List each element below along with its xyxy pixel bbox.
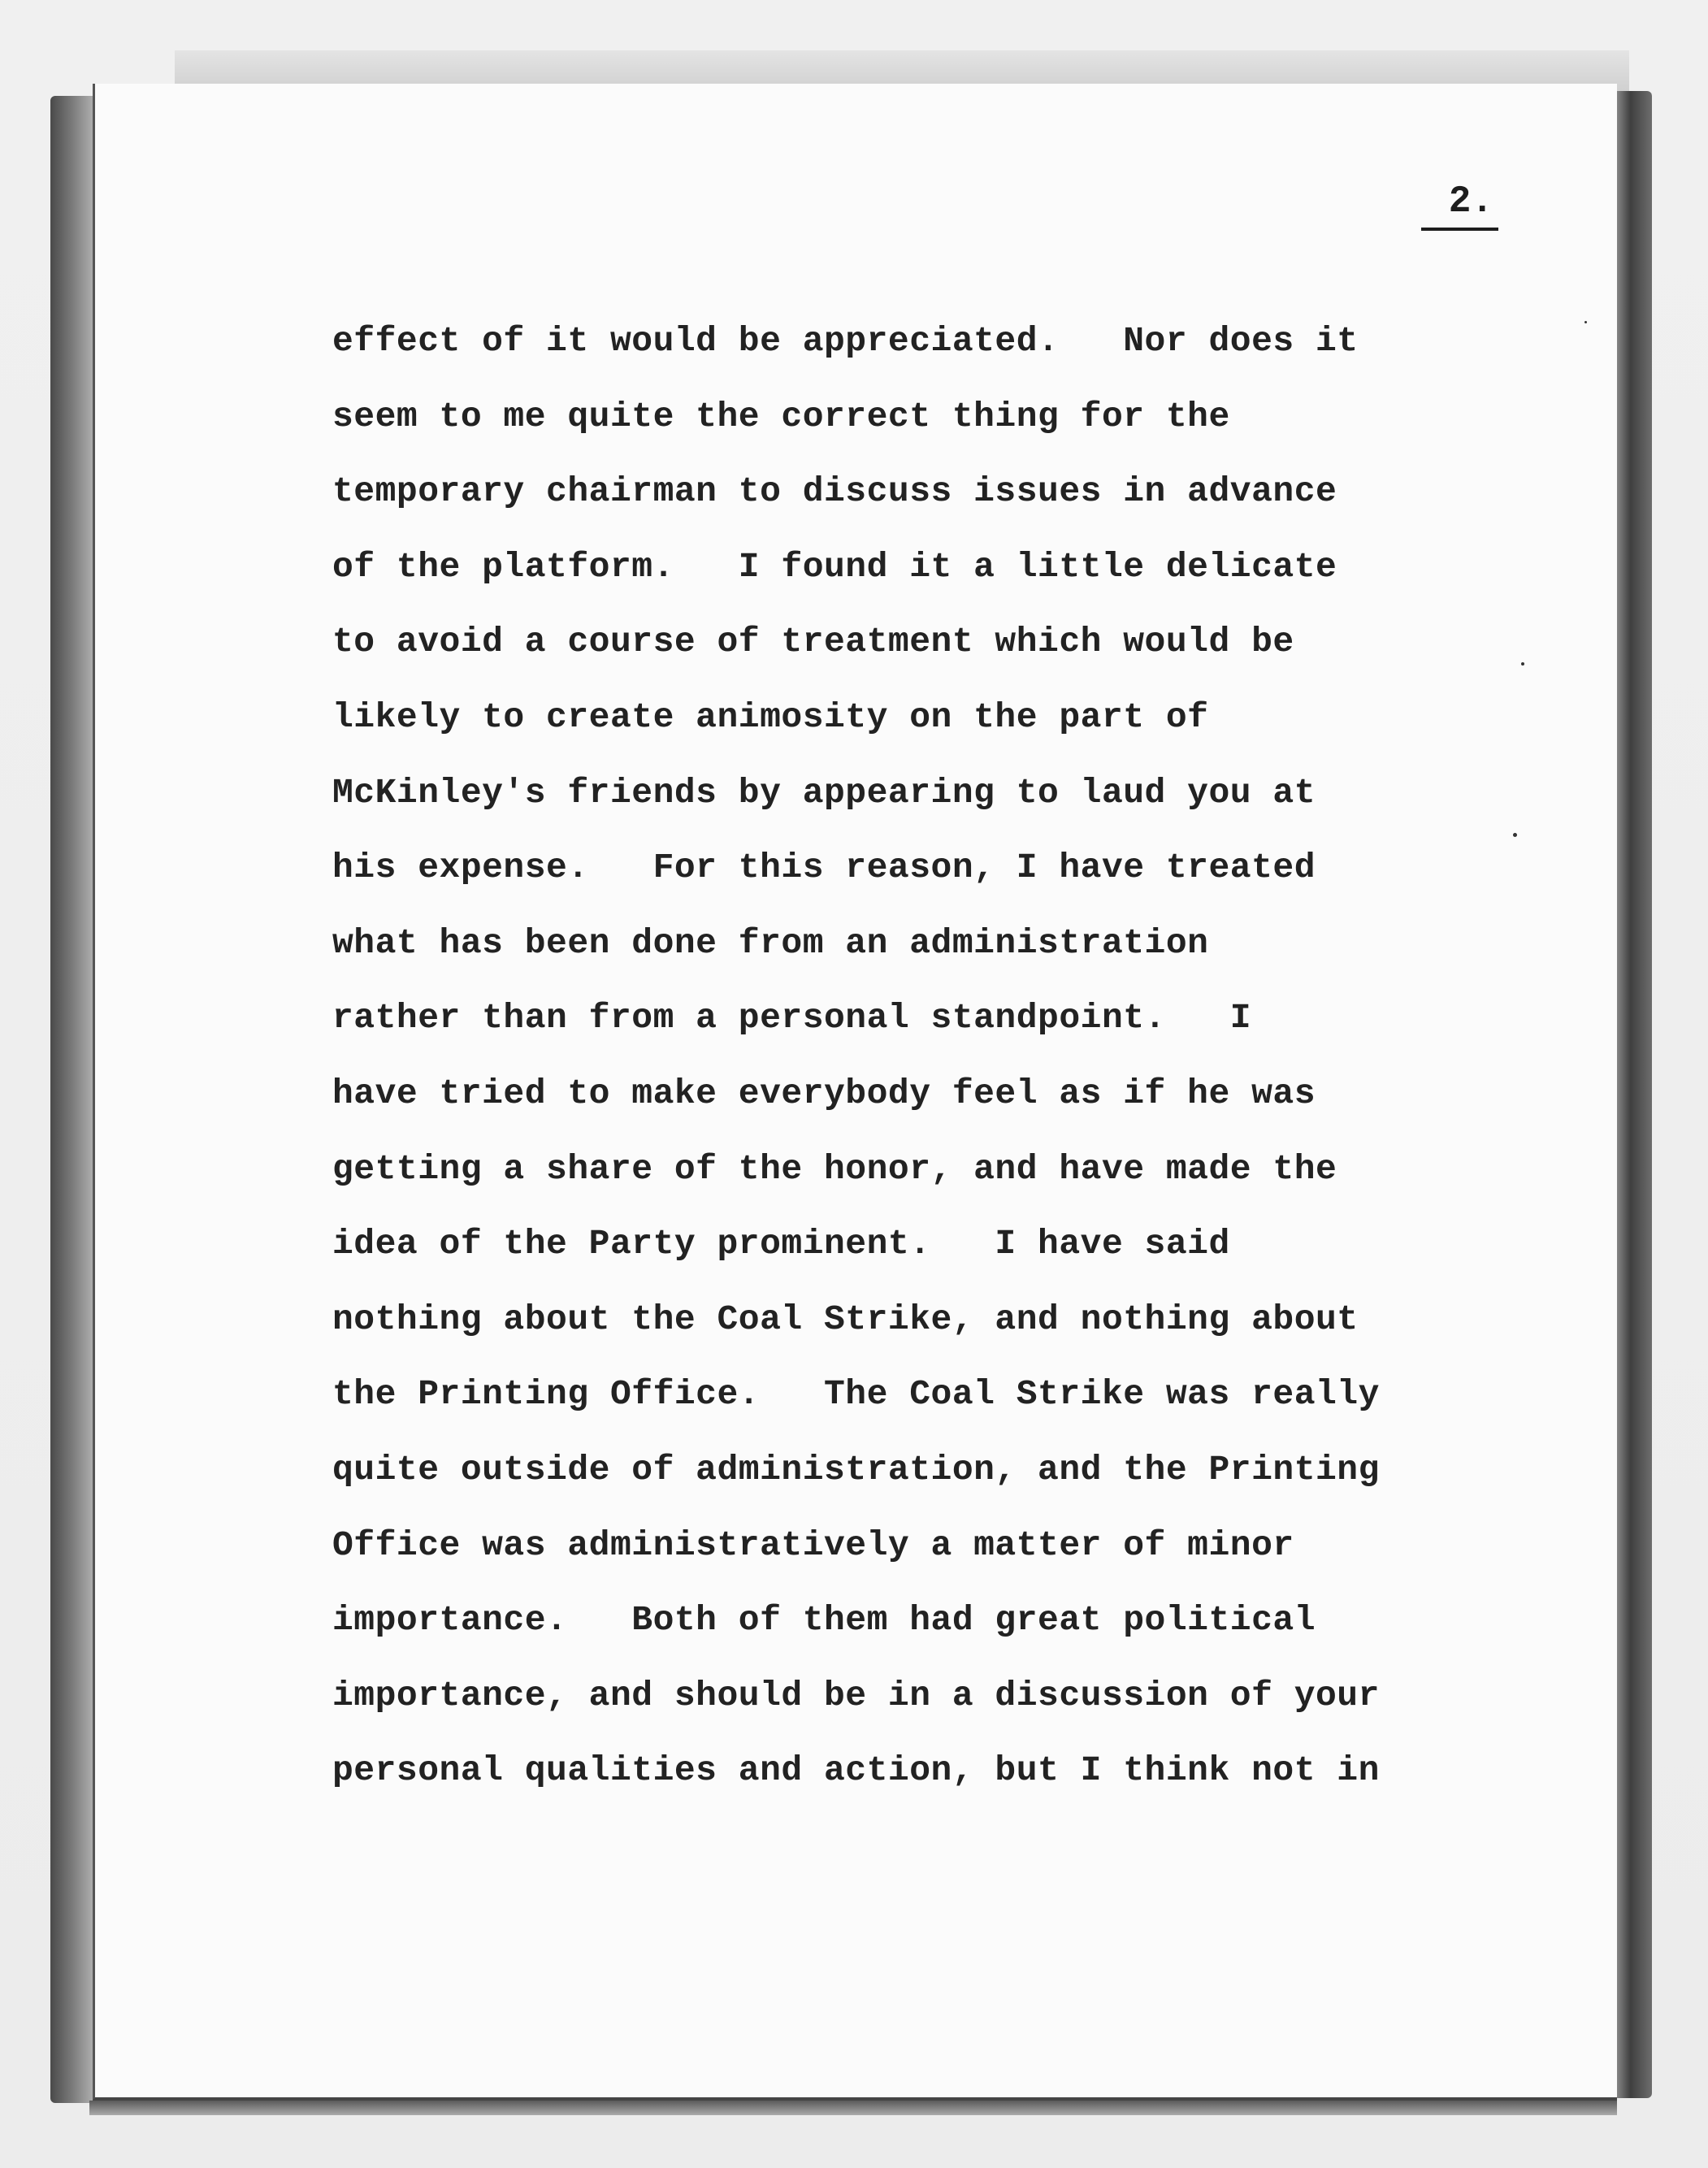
dust-speck [1521, 662, 1524, 666]
text-line: effect of it would be appreciated. Nor does it [332, 321, 1359, 361]
text-line: likely to create animosity on the part of [332, 696, 1209, 737]
text-line: temporary chairman to discuss issues in advance [332, 471, 1337, 512]
text-line: his expense. For this reason, I have treated [332, 848, 1316, 888]
page-shadow-left [50, 96, 99, 2103]
text-line: nothing about the Coal Strike, and nothing about [332, 1299, 1359, 1339]
text-line: importance. Both of them had great political [332, 1600, 1316, 1641]
text-line: quite outside of administration, and the Printing [332, 1449, 1380, 1489]
letter-body [332, 321, 1535, 1826]
text-line: getting a share of the honor, and have made the [332, 1148, 1337, 1189]
text-line: Office was administratively a matter of minor [332, 1524, 1294, 1565]
dust-speck [1584, 321, 1587, 323]
text-line: seem to me quite the correct thing for the [332, 396, 1230, 436]
page-number: 2. [1421, 180, 1498, 231]
text-line: of the platform. I found it a little delicate [332, 546, 1337, 587]
dust-speck [1513, 833, 1517, 837]
page-shadow-bottom [89, 2101, 1617, 2115]
text-line: have tried to make everybody feel as if he was [332, 1073, 1316, 1113]
text-line: McKinley's friends by appearing to laud you at [332, 772, 1316, 813]
text-line: the Printing Office. The Coal Strike was really [332, 1374, 1380, 1415]
text-line: to avoid a course of treatment which would be [332, 622, 1294, 662]
text-line: rather than from a personal standpoint. I [332, 998, 1252, 1038]
text-line: importance, and should be in a discussion of your [332, 1675, 1380, 1715]
page-shadow-right [1613, 91, 1652, 2098]
text-line: personal qualities and action, but I think not in [332, 1750, 1380, 1791]
text-line: what has been done from an administration [332, 922, 1209, 963]
text-line: idea of the Party prominent. I have said [332, 1224, 1230, 1264]
